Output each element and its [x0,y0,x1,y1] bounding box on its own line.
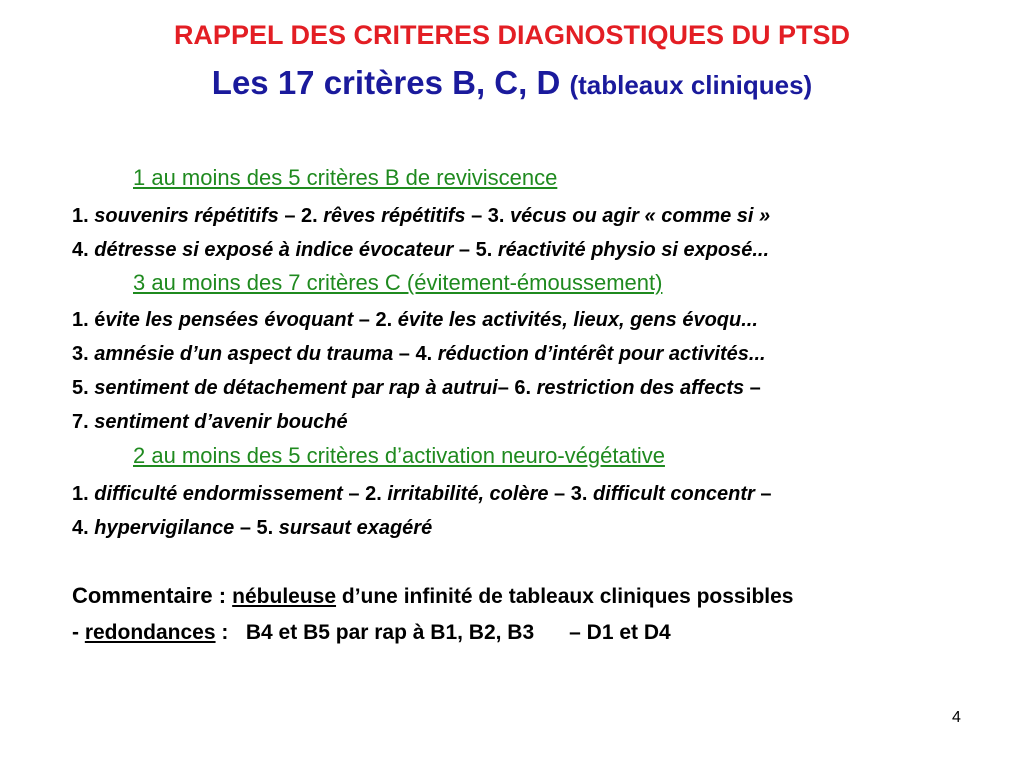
sep: – 2. [353,309,398,331]
criteria-c-line-1 [72,308,758,332]
subtitle-paren: (tableaux cliniques) [569,70,813,100]
comment-text-2: : B4 et B5 par rap à B1, B2, B3 – D1 et D4 [215,621,671,644]
subtitle-main: Les 17 critères B, C, D [211,64,561,101]
sep: – 3. [465,205,511,227]
criterion-b3: vécus ou agir « comme si » [510,205,771,227]
num: 1. [72,483,95,505]
criterion-b1: souvenirs répétitifs [94,205,279,227]
criterion-c2: évite les activités, lieux, gens évoqu... [397,309,758,331]
criterion-b5: réactivité physio si exposé... [497,239,770,261]
criterion-c5: sentiment de détachement par rap à autrui [94,377,498,399]
criterion-c4: réduction d’intérêt pour activités... [437,343,766,365]
criteria-c-line-2 [72,342,766,366]
criterion-c7: sentiment d’avenir bouché [94,411,348,433]
num: 4. [72,517,95,539]
criterion-d3: difficult concentr [592,483,755,505]
heading-criteria-b: 1 au moins des 5 critères B de reviviscence [133,165,558,190]
criterion-d1: difficulté endormissement [94,483,343,505]
slide-title: RAPPEL DES CRITERES DIAGNOSTIQUES DU PTSD [173,20,851,50]
sep: – 5. [234,517,279,539]
criterion-b2: rêves répétitifs [323,205,466,227]
heading-criteria-c: 3 au moins des 7 critères C (évitement-émoussement) [133,270,663,295]
num: 3. [72,343,95,365]
num: 7. [72,411,95,433]
heading-criteria-d: 2 au moins des 5 critères d’activation neuro-végétative [133,443,665,468]
sep: – 4. [393,343,438,365]
num: 1. é [72,309,106,331]
criterion-c6: restriction des affects [536,377,745,399]
num: 4. [72,239,95,261]
criteria-b-line-2 [72,238,769,262]
criterion-d4: hypervigilance [94,517,235,539]
sep: – 5. [453,239,498,261]
criterion-d2: irritabilité, colère [387,483,549,505]
criteria-d-line-1 [72,482,772,506]
num: 5. [72,377,95,399]
criteria-b-line-1 [72,204,770,228]
criteria-d-line-2 [72,516,432,540]
criterion-b4: détresse si exposé à indice évocateur [94,239,454,261]
comment-keyword-nebuleuse: nébuleuse [232,585,337,608]
comment-dash: - [72,621,85,644]
sep: – 2. [278,205,324,227]
sep: – [744,377,761,399]
sep: – [754,483,772,505]
criteria-c-line-4 [72,410,348,434]
comment-label: Commentaire : [72,583,233,608]
comment-text-1: d’une infinité de tableaux cliniques possibles [336,585,794,608]
sep: – 3. [548,483,593,505]
criterion-d5: sursaut exagéré [278,517,433,539]
sep: – 2. [342,483,388,505]
sep: – 6. [497,377,537,399]
comment-line-2 [72,620,671,646]
comment-keyword-redondances: redondances [84,621,216,644]
page-number: 4 [952,709,961,726]
criteria-c-line-3 [72,376,761,400]
comment-line-1 [72,583,793,610]
slide-subtitle [0,64,1024,102]
num: 1. [72,205,95,227]
criterion-c3: amnésie d’un aspect du trauma [94,343,394,365]
criterion-c1: vite les pensées évoquant [105,309,354,331]
